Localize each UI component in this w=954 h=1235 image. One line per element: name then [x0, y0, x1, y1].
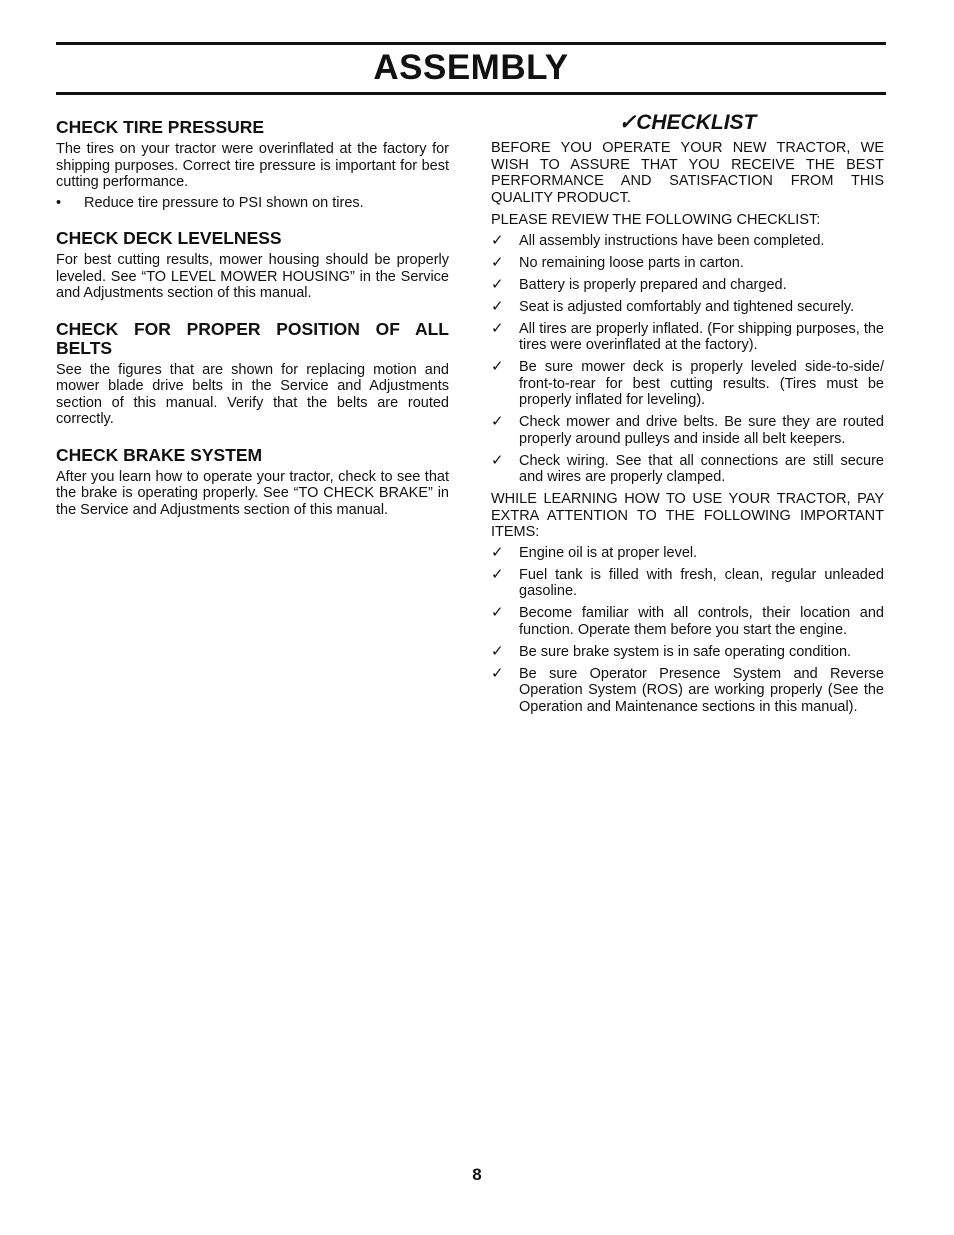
checklist-item-text: All tires are properly inflated. (For shipping purposes, the tires were overinflated at the factory).: [519, 320, 884, 353]
checklist-item: [491, 277, 884, 294]
checklist-item-text: Fuel tank is filled with fresh, clean, regular unleaded gasoline.: [519, 566, 884, 599]
checklist-item: [491, 545, 884, 562]
checkmark-icon: ✓: [491, 642, 504, 660]
checkmark-icon: ✓: [491, 319, 504, 337]
section-brake-system: [56, 446, 449, 519]
checkmark-icon: ✓: [491, 253, 504, 271]
heading-belts: CHECK FOR PROPER POSITION OF ALL BELTS: [56, 318, 449, 358]
page-number: 8: [472, 1165, 482, 1184]
tire-pressure-bullet: [56, 195, 449, 212]
checkmark-icon: ✓: [491, 664, 504, 682]
deck-levelness-body: For best cutting results, mower housing should be properly leveled. See “TO LEVEL MOWER HOUSING” in the Service and Adjustments section of this manual.: [56, 252, 449, 301]
checklist-title: [491, 110, 884, 136]
checklist-list: [491, 233, 884, 486]
checklist-item-text: Become familiar with all controls, their location and function. Operate them before you start the engine.: [519, 605, 884, 638]
checklist-item-text: No remaining loose parts in carton.: [519, 254, 744, 271]
checklist-item-text: Be sure brake system is in safe operating condition.: [519, 643, 852, 660]
checklist-item-text: Seat is adjusted comfortably and tightened securely.: [519, 298, 855, 315]
checkmark-icon: ✓: [491, 543, 504, 561]
heading-deck-levelness: CHECK DECK LEVELNESS: [56, 228, 282, 248]
checkmark-icon: ✓: [491, 358, 504, 375]
checklist-item: [491, 666, 884, 716]
checklist-item-text: All assembly instructions have been completed.: [519, 232, 825, 249]
checklist-item: [491, 359, 884, 409]
header-top-rule: [56, 42, 886, 45]
checkmark-icon: ✓: [491, 231, 504, 249]
checklist-item: [491, 233, 884, 250]
checklist-item: [491, 644, 884, 661]
checkmark-icon: ✓: [491, 604, 504, 621]
checklist-item-text: Check wiring. See that all connections are still secure and wires are properly clamped.: [519, 452, 884, 485]
checklist-item: [491, 414, 884, 447]
checklist-item: [491, 453, 884, 486]
checkmark-icon: ✓: [491, 297, 504, 315]
checklist-intro: BEFORE YOU OPERATE YOUR NEW TRACTOR, WE WISH TO ASSURE THAT YOU RECEIVE THE BEST PERFORMANCE AND SATISFACTION FROM THIS QUALITY PRODUCT.: [491, 140, 884, 206]
checklist-item-text: Check mower and drive belts. Be sure they are routed properly around pulleys and inside all belt keepers.: [519, 414, 884, 447]
checkmark-icon: ✓: [491, 413, 504, 430]
checklist-item: [491, 299, 884, 316]
checkmark-icon: ✓: [491, 275, 504, 293]
checklist-title-text: CHECKLIST: [636, 111, 757, 134]
checklist-review-label: PLEASE REVIEW THE FOLLOWING CHECKLIST:: [491, 212, 821, 228]
section-deck-levelness: [56, 229, 449, 302]
checklist-item-text: Engine oil is at proper level.: [519, 544, 698, 561]
important-items-list: [491, 545, 884, 716]
tire-pressure-bullet-text: Reduce tire pressure to PSI shown on tires.: [84, 194, 364, 211]
checklist-item-text: Battery is properly prepared and charged.: [519, 276, 787, 293]
learning-intro: WHILE LEARNING HOW TO USE YOUR TRACTOR, PAY EXTRA ATTENTION TO THE FOLLOWING IMPORTANT ITEMS:: [491, 491, 884, 540]
checklist-item: [491, 321, 884, 354]
checkmark-icon: ✓: [618, 111, 637, 134]
section-tire-pressure: [56, 118, 449, 211]
left-column: [56, 118, 449, 536]
checklist-item: [491, 255, 884, 272]
checklist-item-text: Be sure Operator Presence System and Reverse Operation System (ROS) are working properly (See the Operation and Maintenance sections in this manual).: [519, 665, 884, 715]
belts-body: See the figures that are shown for replacing motion and mower blade drive belts in the Service and Adjustments section of this manual. Verify that the belts are routed correctly.: [56, 361, 449, 427]
checklist-item: [491, 605, 884, 638]
checklist-item-text: Be sure mower deck is properly leveled side-to-side/ front-to-rear for best cutting results. (Tires must be properly inflated for leveling).: [519, 359, 884, 408]
section-belts: [56, 320, 449, 428]
bullet-icon: •: [56, 194, 62, 211]
checklist-item: [491, 567, 884, 600]
tire-pressure-body: The tires on your tractor were overinflated at the factory for shipping purposes. Correct tire pressure is important for best cutting performance.: [56, 141, 449, 190]
heading-tire-pressure: CHECK TIRE PRESSURE: [56, 117, 265, 137]
header-bottom-rule: [56, 92, 886, 95]
right-column: [491, 110, 884, 721]
checkmark-icon: ✓: [491, 565, 504, 583]
checkmark-icon: ✓: [491, 451, 504, 469]
heading-brake-system: CHECK BRAKE SYSTEM: [56, 444, 263, 465]
brake-system-body: After you learn how to operate your tractor, check to see that the brake is operating properly. See “TO CHECK BRAKE” in the Service and Adjustments section of this manual.: [56, 468, 449, 518]
page-title: ASSEMBLY: [373, 48, 569, 87]
